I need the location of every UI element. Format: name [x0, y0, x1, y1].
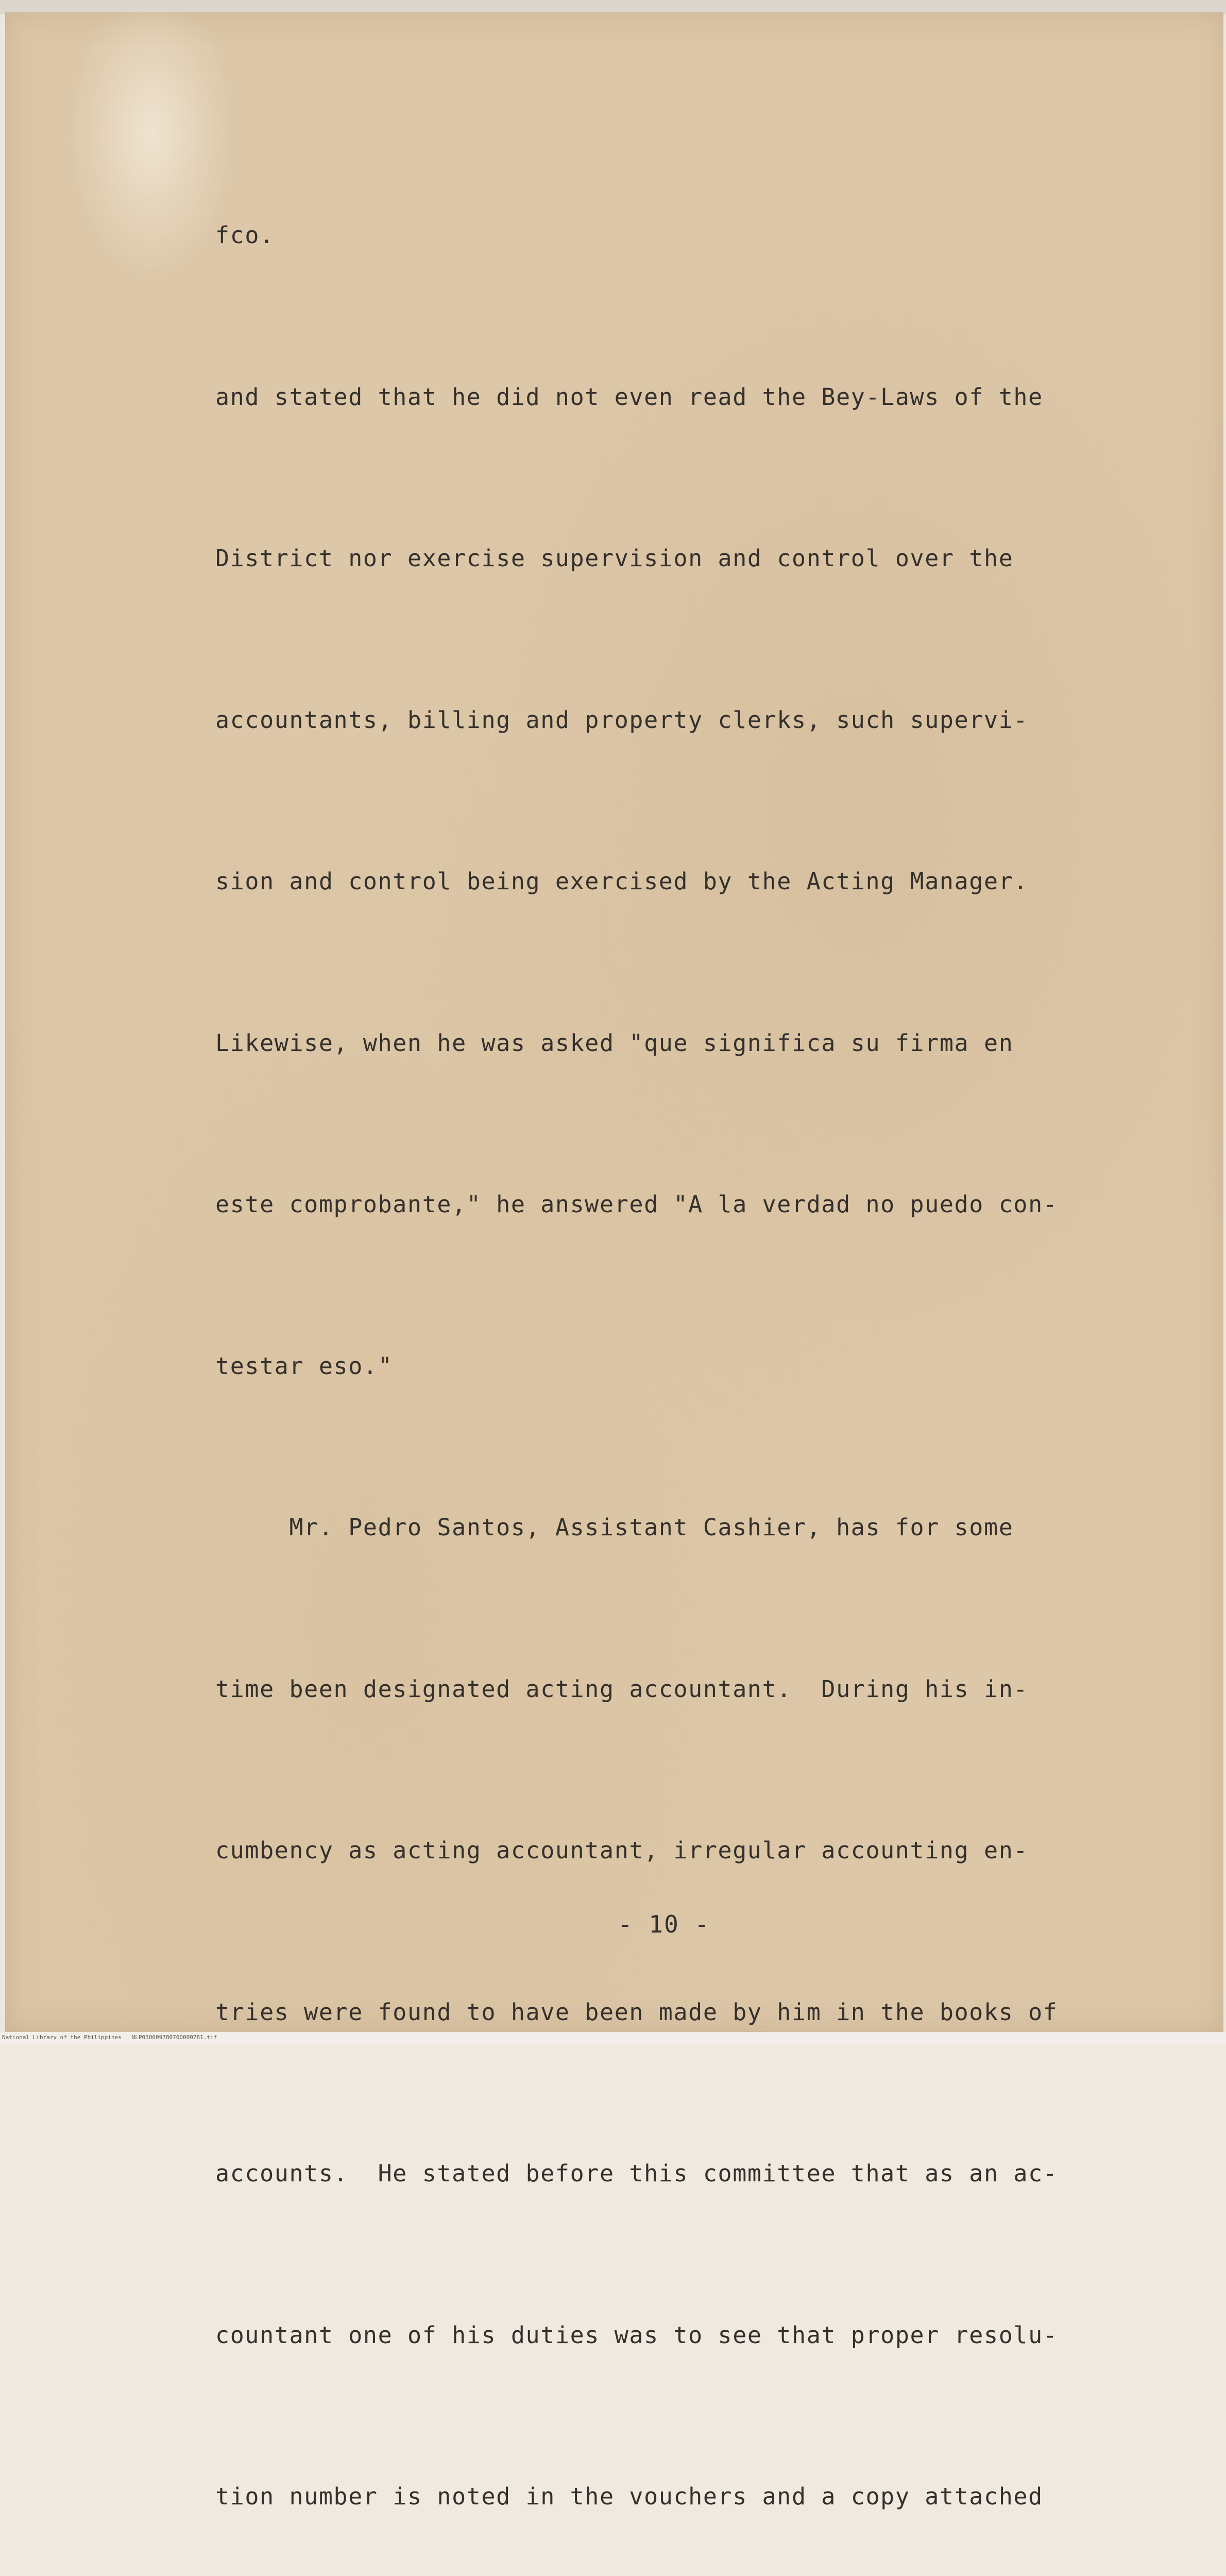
- text-line: cumbency as acting accountant, irregular accounting en-: [215, 1837, 1029, 1864]
- text-line: accountants, billing and property clerks, such supervi-: [215, 706, 1029, 734]
- text-line: and stated that he did not even read the Bey-Laws of the: [215, 383, 1043, 411]
- text-line: time been designated acting accountant. During his in-: [215, 1675, 1029, 1703]
- text-line: District nor exercise supervision and control over the: [215, 545, 1014, 572]
- archive-caption: National Library of the Philippines NLP030009780700000781.tif: [2, 2034, 217, 2041]
- text-line: tion number is noted in the vouchers and a copy attached: [215, 2483, 1043, 2510]
- text-line: fco.: [215, 222, 275, 249]
- text-line: sion and control being exercised by the Acting Manager.: [215, 868, 1029, 895]
- text-line: tries were found to have been made by him in the books of: [215, 1998, 1058, 2026]
- body-text: [215, 101, 1137, 2576]
- page-number: - 10 -: [618, 1910, 710, 1938]
- text-line: este comprobante," he answered "A la verdad no puedo con-: [215, 1191, 1058, 1218]
- text-line: countant one of his duties was to see that proper resolu-: [215, 2321, 1058, 2349]
- text-line: accounts. He stated before this committee that as an ac-: [215, 2160, 1058, 2187]
- text-line: Mr. Pedro Santos, Assistant Cashier, has for some: [215, 1514, 1014, 1541]
- text-line: Likewise, when he was asked "que significa su firma en: [215, 1029, 1014, 1057]
- text-line: testar eso.": [215, 1352, 393, 1380]
